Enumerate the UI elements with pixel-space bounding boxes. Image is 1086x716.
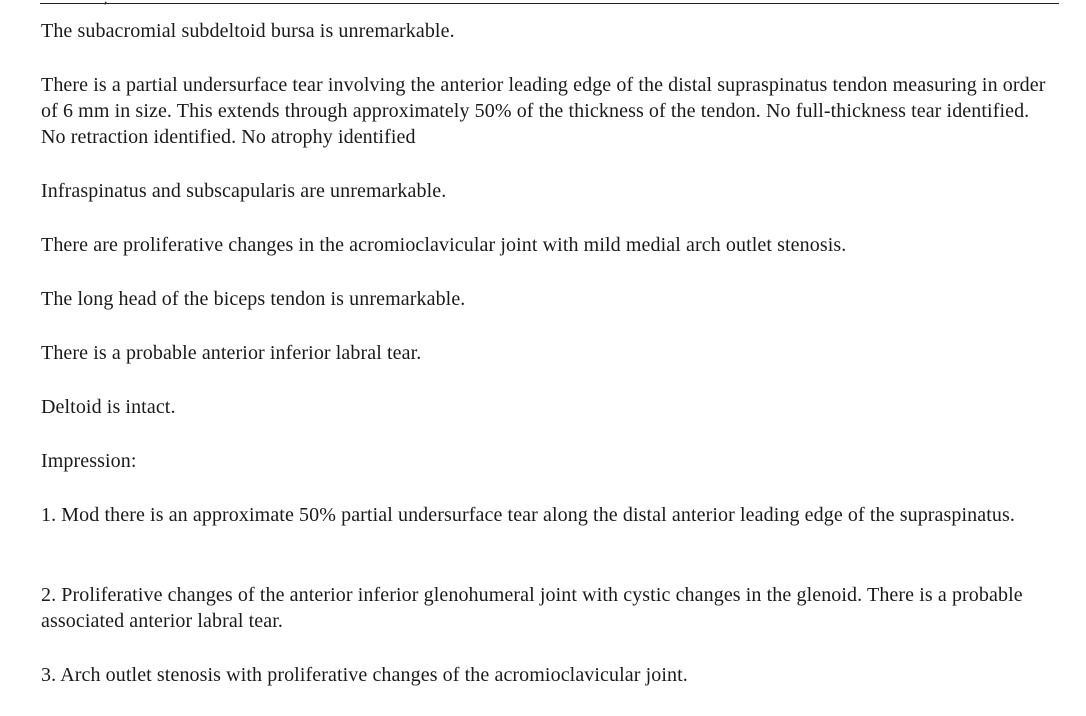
supraspinatus-paragraph: There is a partial undersurface tear involving the anterior leading edge of the distal supraspinatus tendon measuring in order of 6 mm in size. This extends through approximately 50% of the thickness of the tendon. No full-thickness tear identified. No retraction identified. No atrophy identified bbox=[41, 74, 1046, 148]
impression-item-1: 1. Mod there is an approximate 50% partial undersurface tear along the distal anterior leading edge of the supraspinatus. bbox=[41, 504, 1015, 526]
cut-off-text-fragment bbox=[104, 0, 108, 8]
impression-heading: Impression: bbox=[41, 450, 137, 472]
biceps-paragraph: The long head of the biceps tendon is unremarkable. bbox=[41, 288, 466, 310]
acromioclavicular-paragraph: There are proliferative changes in the acromioclavicular joint with mild medial arch outlet stenosis. bbox=[41, 234, 847, 256]
impression-item-3: 3. Arch outlet stenosis with proliferative changes of the acromioclavicular joint. bbox=[41, 664, 688, 686]
impression-item-2: 2. Proliferative changes of the anterior inferior glenohumeral joint with cystic changes in the glenoid. There is a probable associated anterior labral tear. bbox=[41, 584, 1023, 632]
labral-paragraph: There is a probable anterior inferior labral tear. bbox=[41, 342, 422, 364]
bursa-paragraph: The subacromial subdeltoid bursa is unremarkable. bbox=[41, 20, 455, 42]
infraspinatus-paragraph: Infraspinatus and subscapularis are unremarkable. bbox=[41, 180, 447, 202]
deltoid-paragraph: Deltoid is intact. bbox=[41, 396, 176, 418]
top-divider bbox=[40, 3, 1059, 4]
